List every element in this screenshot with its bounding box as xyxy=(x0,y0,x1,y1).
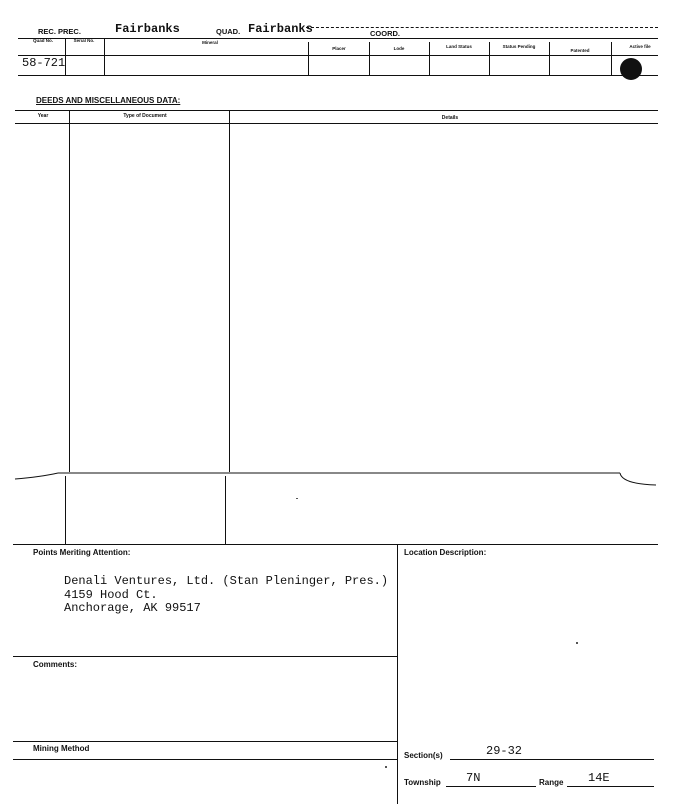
rec-prec-label: REC. PREC. xyxy=(38,27,81,36)
col-quad-no: Quad No. xyxy=(33,38,53,43)
range-underline xyxy=(567,786,654,787)
rec-prec-value: Fairbanks xyxy=(115,22,180,36)
col-divider xyxy=(489,42,490,75)
col-placer: Placer xyxy=(332,46,346,51)
deeds-top-rule xyxy=(15,110,658,111)
col-divider xyxy=(429,42,430,75)
township-value: 7N xyxy=(466,771,481,785)
mining-method-label: Mining Method xyxy=(33,744,90,753)
deeds-header-rule xyxy=(15,123,658,124)
mining-bottom-rule xyxy=(13,759,397,760)
points-label: Points Meriting Attention: xyxy=(33,548,131,557)
points-line1: Denali Ventures, Ltd. (Stan Pleninger, Pres.) xyxy=(64,574,389,588)
col-divider xyxy=(611,42,612,75)
col-land-status: Land Status xyxy=(446,44,472,49)
section-underline xyxy=(450,759,654,760)
range-value: 14E xyxy=(588,771,610,785)
quad-label: QUAD. xyxy=(216,27,241,36)
col-mineral: Mineral xyxy=(202,40,218,45)
header-bottom-rule xyxy=(18,75,658,76)
header-rule xyxy=(18,38,658,39)
col-patented: Patented xyxy=(570,48,590,53)
col-details: Details xyxy=(441,115,459,121)
col-year: Year xyxy=(37,113,49,119)
col-serial-no: Serial No. xyxy=(73,38,95,43)
col-divider xyxy=(369,42,370,75)
quad-value: Fairbanks xyxy=(248,22,313,36)
deeds-col-divider xyxy=(65,476,66,544)
col-divider xyxy=(549,42,550,75)
speck xyxy=(576,642,578,644)
speck xyxy=(385,766,387,768)
section-value: 29-32 xyxy=(486,744,523,758)
col-type-of-document: Type of Document xyxy=(123,113,167,119)
comments-rule xyxy=(13,656,397,657)
lower-divider xyxy=(397,544,398,804)
active-file-dot xyxy=(620,58,642,80)
comments-label: Comments: xyxy=(33,660,78,669)
points-line2: 4159 Hood Ct. xyxy=(64,588,158,602)
coord-label: COORD. xyxy=(370,29,400,38)
mining-rule xyxy=(13,741,397,742)
quad-no-value: 58-721 xyxy=(22,56,66,70)
column-header-rule xyxy=(18,55,658,56)
location-label: Location Description: xyxy=(404,548,487,557)
col-active-file: Active file xyxy=(629,44,651,49)
page-seam xyxy=(0,468,678,496)
range-label: Range xyxy=(539,778,564,787)
col-divider xyxy=(308,42,309,75)
deeds-title: DEEDS AND MISCELLANEOUS DATA: xyxy=(36,96,181,105)
header-top-line xyxy=(306,27,658,28)
col-status-pending: Status Pending xyxy=(502,44,536,49)
township-underline xyxy=(446,786,536,787)
township-label: Township xyxy=(404,778,441,787)
col-lode: Lode xyxy=(393,46,405,51)
deeds-col-divider xyxy=(229,110,230,472)
deeds-col-divider xyxy=(69,110,70,472)
deeds-col-divider xyxy=(225,476,226,544)
col-divider xyxy=(104,38,105,75)
section-label: Section(s) xyxy=(404,751,443,760)
lower-top-rule xyxy=(13,544,658,545)
points-line3: Anchorage, AK 99517 xyxy=(64,601,201,615)
speck xyxy=(296,498,298,499)
